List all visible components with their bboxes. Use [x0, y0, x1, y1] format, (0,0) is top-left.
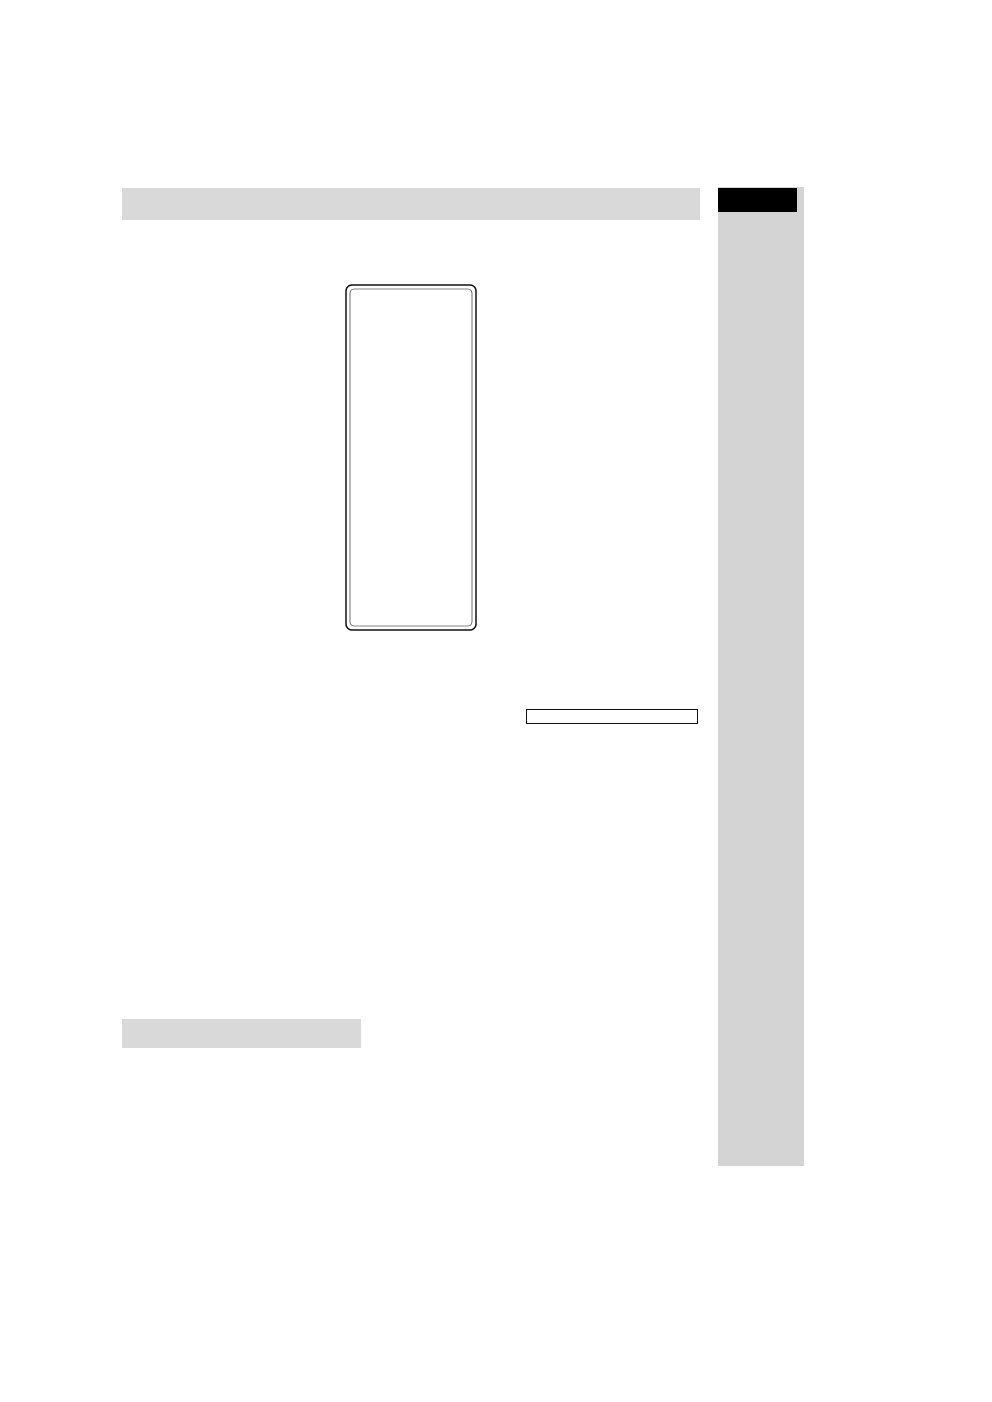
- side-tab-marker: [718, 188, 797, 212]
- remote-section-header: [122, 188, 700, 220]
- time-section-header: [122, 1019, 361, 1048]
- remote-body-outline: [346, 285, 476, 630]
- side-tab: [718, 187, 804, 1166]
- button-descriptions-title: [526, 709, 698, 724]
- remote-control-diagram: [290, 240, 530, 672]
